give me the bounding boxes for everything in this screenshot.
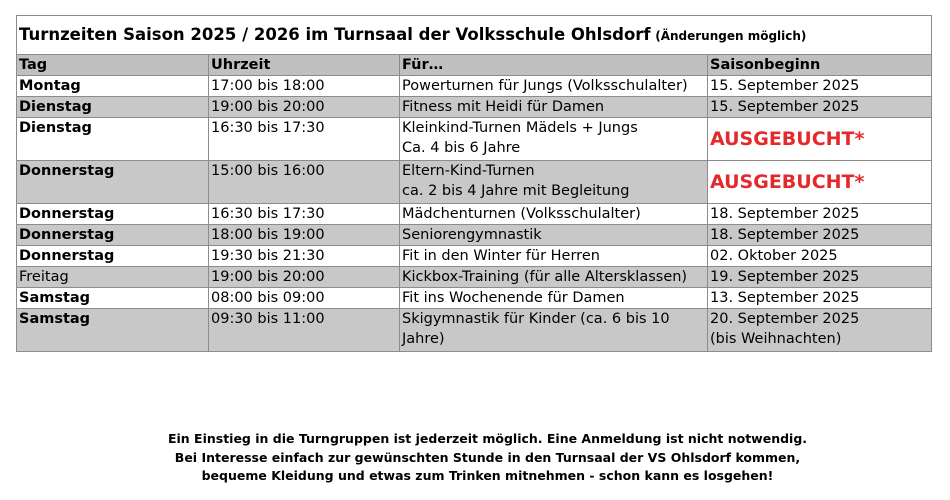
cell-for-line: Jahre) — [402, 331, 445, 347]
cell-for: Fit ins Wochenende für Damen — [400, 288, 708, 309]
cell-start: 18. September 2025 — [708, 225, 932, 246]
cell-time: 19:30 bis 21:30 — [209, 246, 400, 267]
title-row — [17, 16, 932, 55]
cell-time: 08:00 bis 09:00 — [209, 288, 400, 309]
table-row — [17, 118, 932, 161]
cell-day: Samstag — [17, 309, 209, 352]
table-row — [17, 246, 932, 267]
footer-note — [0, 430, 950, 486]
cell-time: 15:00 bis 16:00 — [209, 161, 400, 204]
cell-time: 09:30 bis 11:00 — [209, 309, 400, 352]
table-row — [17, 288, 932, 309]
header-time: Uhrzeit — [209, 55, 400, 76]
footer-line: Ein Einstieg in die Turngruppen ist jederzeit möglich. Eine Anmeldung ist nicht notwendig. — [167, 431, 808, 446]
table-row — [17, 267, 932, 288]
table-row — [17, 76, 932, 97]
cell-day: Dienstag — [17, 97, 209, 118]
cell-for-line: ca. 2 bis 4 Jahre mit Begleitung — [402, 183, 630, 199]
title-note: (Änderungen möglich) — [655, 28, 807, 43]
cell-start-line: 20. September 2025 — [710, 311, 860, 327]
table-row — [17, 225, 932, 246]
header-day: Tag — [17, 55, 209, 76]
booked-badge: AUSGEBUCHT* — [708, 118, 932, 161]
cell-time: 16:30 bis 17:30 — [209, 118, 400, 161]
header-start: Saisonbeginn — [708, 55, 932, 76]
footer-line: Bei Interesse einfach zur gewünschten Stunde in den Turnsaal der VS Ohlsdorf kommen, — [174, 449, 801, 465]
cell-start: 18. September 2025 — [708, 204, 932, 225]
cell-start: 15. September 2025 — [708, 97, 932, 118]
header-for: Für… — [400, 55, 708, 76]
cell-for — [400, 309, 708, 352]
cell-for: Kickbox-Training (für alle Altersklassen) — [400, 267, 708, 288]
cell-for: Mädchenturnen (Volksschulalter) — [400, 204, 708, 225]
table-row — [17, 204, 932, 225]
cell-day: Donnerstag — [17, 225, 209, 246]
title-cell — [17, 16, 932, 55]
cell-time: 19:00 bis 20:00 — [209, 267, 400, 288]
cell-start: 19. September 2025 — [708, 267, 932, 288]
table-row — [17, 309, 932, 352]
cell-day: Montag — [17, 76, 209, 97]
cell-day: Donnerstag — [17, 161, 209, 204]
cell-start: 13. September 2025 — [708, 288, 932, 309]
cell-for: Powerturnen für Jungs (Volksschulalter) — [400, 76, 708, 97]
cell-day: Donnerstag — [17, 204, 209, 225]
cell-time: 17:00 bis 18:00 — [209, 76, 400, 97]
footer-line: bequeme Kleidung und etwas zum Trinken mitnehmen - schon kann es losgehen! — [201, 468, 774, 483]
cell-for-line: Skigymnastik für Kinder (ca. 6 bis 10 — [402, 311, 670, 327]
page-title: Turnzeiten Saison 2025 / 2026 im Turnsaal der Volksschule Ohlsdorf — [19, 24, 651, 44]
cell-start: 15. September 2025 — [708, 76, 932, 97]
cell-start — [708, 309, 932, 352]
cell-for — [400, 161, 708, 204]
cell-day: Freitag — [17, 267, 209, 288]
cell-for — [400, 118, 708, 161]
cell-time: 19:00 bis 20:00 — [209, 97, 400, 118]
cell-start-line: (bis Weihnachten) — [710, 331, 842, 347]
cell-time: 16:30 bis 17:30 — [209, 204, 400, 225]
header-row — [17, 55, 932, 76]
cell-time: 18:00 bis 19:00 — [209, 225, 400, 246]
schedule-table — [16, 15, 932, 352]
table-row — [17, 97, 932, 118]
cell-for-line: Ca. 4 bis 6 Jahre — [402, 140, 521, 156]
table-row — [17, 161, 932, 204]
booked-badge: AUSGEBUCHT* — [708, 161, 932, 204]
cell-for: Seniorengymnastik — [400, 225, 708, 246]
cell-start: 02. Oktober 2025 — [708, 246, 932, 267]
cell-day: Samstag — [17, 288, 209, 309]
cell-for-line: Kleinkind-Turnen Mädels + Jungs — [402, 120, 638, 136]
cell-for: Fitness mit Heidi für Damen — [400, 97, 708, 118]
cell-for: Fit in den Winter für Herren — [400, 246, 708, 267]
cell-for-line: Eltern-Kind-Turnen — [402, 163, 535, 179]
cell-day: Dienstag — [17, 118, 209, 161]
cell-day: Donnerstag — [17, 246, 209, 267]
